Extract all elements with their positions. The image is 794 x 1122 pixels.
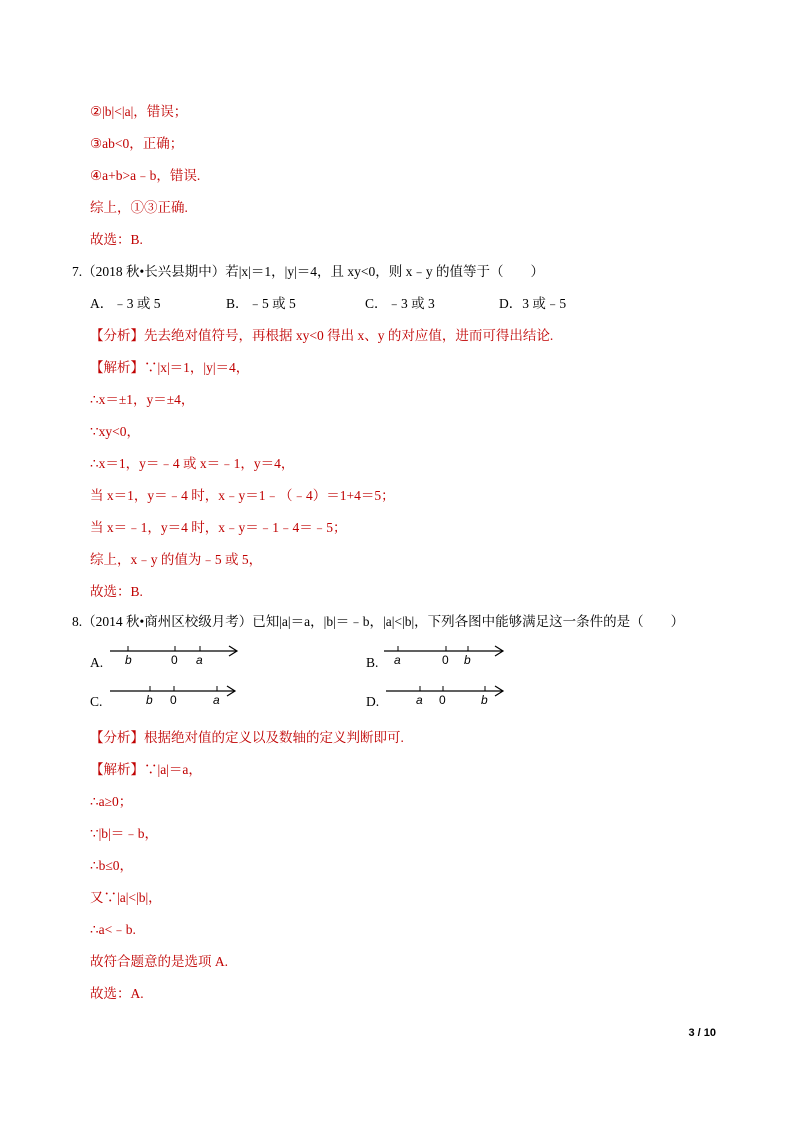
axis-label-zero: 0: [171, 653, 178, 667]
axis-label-b: b: [125, 653, 132, 667]
q7-solution-line: ∵xy<0，: [90, 424, 140, 439]
q8-answer: 故选：A.: [90, 986, 144, 1001]
axis-label-zero: 0: [439, 693, 446, 707]
q8-option-c-number-line: [110, 681, 242, 711]
q8-option-a-letter: A.: [90, 655, 104, 670]
q7-solution-line: 当 x＝1，y＝﹣4 时，x﹣y＝1﹣（﹣4）＝1+4＝5；: [90, 488, 395, 503]
page-number: 3 / 10: [688, 1027, 716, 1039]
q8-stem: 8.（2014 秋•商州区校级月考）已知|a|＝a，|b|＝﹣b，|a|<|b|，下列各图中能够满足这一条件的是（ ）: [72, 614, 685, 629]
axis-label-a: a: [196, 653, 203, 667]
q8-solution-line: ∵|b|＝﹣b，: [90, 826, 158, 841]
q7-option-a: A．﹣3 或 5: [90, 296, 161, 311]
q7-stem: 7.（2018 秋•长兴县期中）若|x|＝1，|y|＝4，且 xy<0，则 x﹣y 的值等于（ ）: [72, 264, 545, 279]
axis-label-b: b: [146, 693, 153, 707]
q8-analysis: 【分析】根据绝对值的定义以及数轴的定义判断即可.: [90, 730, 404, 745]
q7-answer: 故选：B.: [90, 584, 143, 599]
q7-option-c: C．﹣3 或 3: [365, 296, 435, 311]
q7-solution-line: 综上，x﹣y 的值为﹣5 或 5，: [90, 552, 263, 567]
q7-solution-line: ∴x＝±1，y＝±4，: [90, 392, 195, 407]
axis-label-a: a: [394, 653, 401, 667]
q8-option-b-number-line: [384, 641, 508, 671]
axis-label-zero: 0: [442, 653, 449, 667]
q7-solution-line: 当 x＝﹣1，y＝4 时，x﹣y＝﹣1﹣4＝﹣5；: [90, 520, 347, 535]
q8-solution-line: 故符合题意的是选项 A.: [90, 954, 228, 969]
axis-label-a: a: [416, 693, 423, 707]
q8-option-d-letter: D.: [366, 694, 380, 709]
q7-option-d: D．3 或﹣5: [499, 296, 567, 311]
prev-solution-line: ②|b|<|a|，错误；: [90, 104, 188, 119]
axis-label-b: b: [464, 653, 471, 667]
q8-solution-line: 又∵|a|<|b|，: [90, 890, 162, 905]
q8-option-d-number-line: [386, 681, 510, 711]
q8-option-a-number-line: [110, 641, 242, 671]
q7-analysis: 【分析】先去绝对值符号，再根据 xy<0 得出 x、y 的对应值，进而可得出结论.: [90, 328, 554, 343]
q8-option-b-letter: B.: [366, 655, 379, 670]
axis-label-b: b: [481, 693, 488, 707]
axis-label-zero: 0: [170, 693, 177, 707]
q7-option-b: B．﹣5 或 5: [226, 296, 296, 311]
q8-solution-line: ∴a≥0；: [90, 794, 133, 809]
prev-solution-line: 综上，①③正确.: [90, 200, 188, 215]
q8-solution-line: 【解析】∵|a|＝a，: [90, 762, 202, 777]
q8-solution-line: ∴a<﹣b.: [90, 922, 136, 937]
q8-solution-line: ∴b≤0，: [90, 858, 133, 873]
q7-solution-line: 【解析】∵|x|＝1，|y|＝4，: [90, 360, 250, 375]
prev-solution-line: ④a+b>a﹣b，错误.: [90, 168, 201, 183]
prev-solution-answer: 故选：B.: [90, 232, 143, 247]
q8-option-c-letter: C.: [90, 694, 103, 709]
q7-solution-line: ∴x＝1，y＝﹣4 或 x＝﹣1，y＝4，: [90, 456, 295, 471]
axis-label-a: a: [213, 693, 220, 707]
prev-solution-line: ③ab<0，正确；: [90, 136, 184, 151]
